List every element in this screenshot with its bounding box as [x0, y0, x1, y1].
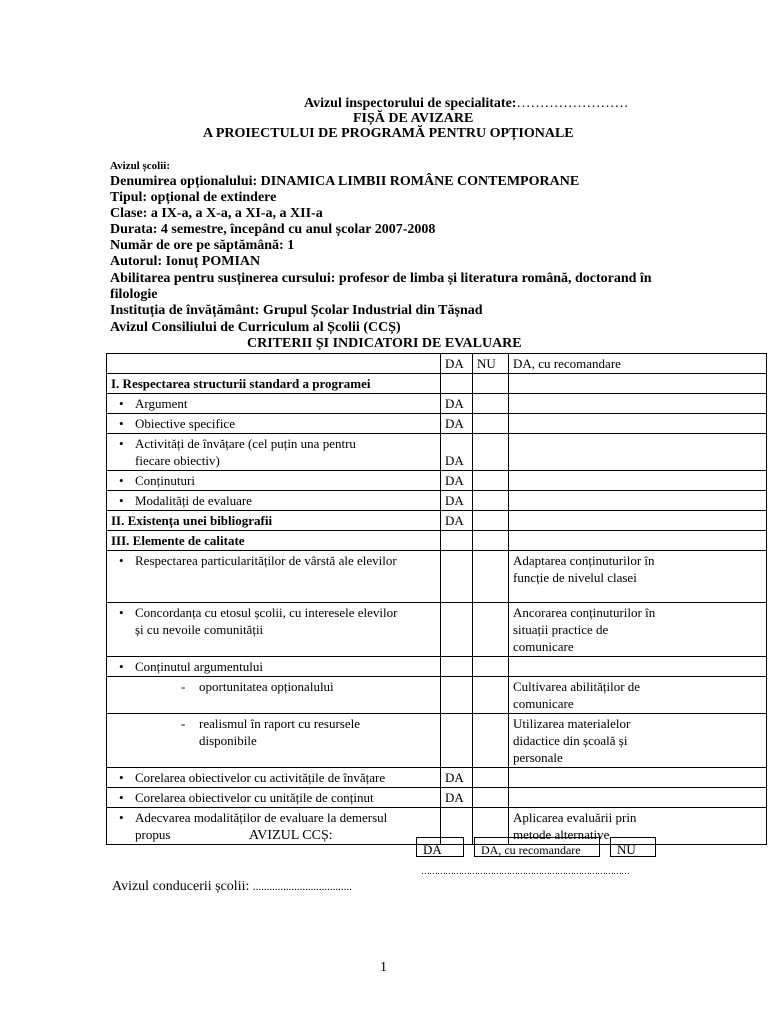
header-nu: NU: [473, 354, 509, 374]
cell-da: DA: [441, 788, 473, 808]
conducere-label: Avizul conducerii școlii:: [112, 879, 250, 894]
doc-title: FIȘĂ DE AVIZARE: [353, 111, 474, 126]
table-row: [107, 471, 767, 491]
criterion-label: • Conținuturi: [107, 471, 441, 491]
aviz-scolii-label: Avizul școlii:: [110, 160, 170, 172]
cell-da: DA: [441, 471, 473, 491]
institutia: Instituția de învățământ: Grupul Școlar Industrial din Tășnad: [110, 303, 483, 318]
abilitarea-line1: Abilitarea pentru susținerea cursului: profesor de limba și literatura română, doctorand în: [110, 271, 652, 286]
header-da-rec: DA, cu recomandare: [509, 354, 767, 374]
table-row: [107, 677, 767, 714]
criterion-label: • Adecvarea modalităților de evaluare la demersul propus: [107, 808, 441, 845]
criterii-title: CRITERII ȘI INDICATORI DE EVALUARE: [247, 336, 522, 351]
criterion-label: • Obiective specifice: [107, 414, 441, 434]
table-row: [107, 491, 767, 511]
table-row: [107, 603, 767, 657]
table-row: [107, 374, 767, 394]
aviz-ccs-heading: Avizul Consiliului de Curriculum al Școlii (CCȘ): [110, 320, 401, 335]
criterion-label: • Respectarea particularităților de vârstă ale elevilor: [107, 551, 441, 603]
subcriterion-label: oportunitatea opționalului: [199, 679, 334, 694]
cell-da: DA: [441, 768, 473, 788]
signature-dots: ……………………………………………………………………: [421, 866, 629, 876]
cell-recommendation: Adaptarea conținuturilor în funcție de nivelul clasei: [509, 551, 767, 603]
checkbox-da[interactable]: DA: [416, 837, 464, 857]
table-row: [107, 768, 767, 788]
cell-da: DA: [441, 434, 473, 471]
section-label: III. Elemente de calitate: [107, 531, 441, 551]
durata: Durata: 4 semestre, începând cu anul școlar 2007-2008: [110, 222, 436, 237]
ore-saptamana: Număr de ore pe săptămână: 1: [110, 238, 295, 253]
aviz-ccs-label: AVIZUL CCȘ:: [249, 828, 333, 843]
cell-recommendation: Utilizarea materialelor didactice din școală și personale: [509, 714, 767, 768]
criteria-table: [106, 353, 767, 845]
table-row: [107, 788, 767, 808]
doc-subtitle: A PROIECTULUI DE PROGRAMĂ PENTRU OPȚIONALE: [203, 126, 574, 141]
clase: Clase: a IX-a, a X-a, a XI-a, a XII-a: [110, 206, 323, 221]
inspector-aviz-dots: ……………………: [516, 96, 629, 111]
table-row: [107, 434, 767, 471]
header-blank: [107, 354, 441, 374]
denumirea: Denumirea opționalului: DINAMICA LIMBII ROMÂNE CONTEMPORANE: [110, 174, 580, 189]
criterion-label: • Activități de învățare (cel puțin una pentru fiecare obiectiv): [107, 434, 441, 471]
cell-da: DA: [441, 491, 473, 511]
subcriterion-cell: [107, 677, 441, 714]
subcriterion-label: realismul în raport cu resursele disponibile: [199, 716, 360, 748]
criterion-label: • Argument: [107, 394, 441, 414]
cell-recommendation: Aplicarea evaluării prin metode alternative: [509, 808, 767, 845]
table-row: [107, 531, 767, 551]
cell-recommendation: Cultivarea abilităților de comunicare: [509, 677, 767, 714]
cell-da: DA: [441, 511, 473, 531]
table-row: [107, 714, 767, 768]
table-row: [107, 511, 767, 531]
cell-da: DA: [441, 394, 473, 414]
table-row: [107, 551, 767, 603]
header-da: DA: [441, 354, 473, 374]
autorul: Autorul: Ionuț POMIAN: [110, 254, 261, 269]
checkbox-nu[interactable]: NU: [610, 837, 656, 857]
criterion-label: • Corelarea obiectivelor cu unitățile de conținut: [107, 788, 441, 808]
cell-da: DA: [441, 414, 473, 434]
inspector-aviz-line: [304, 96, 628, 112]
checkbox-da-cu-recomandare[interactable]: DA, cu recomandare: [474, 837, 600, 857]
cell-recommendation: Ancorarea conținuturilor în situații practice de comunicare: [509, 603, 767, 657]
conducere-dots: ....................................: [252, 881, 352, 893]
criterion-label: • Concordanța cu etosul școlii, cu interesele elevilor și cu nevoile comunității: [107, 603, 441, 657]
criterion-label: • Conținutul argumentului: [107, 657, 441, 677]
tipul: Tipul: opțional de extindere: [110, 190, 277, 205]
section-label: II. Existența unei bibliografii: [107, 511, 441, 531]
criterion-label: • Corelarea obiectivelor cu activitățile de învățare: [107, 768, 441, 788]
subcriterion-cell: [107, 714, 441, 768]
table-row: [107, 394, 767, 414]
conducere-line: [112, 879, 352, 895]
table-row: [107, 414, 767, 434]
table-header-row: [107, 354, 767, 374]
abilitarea-line2: filologie: [110, 287, 158, 302]
table-row: [107, 657, 767, 677]
criterion-label: • Modalități de evaluare: [107, 491, 441, 511]
inspector-aviz-label: Avizul inspectorului de specialitate:: [304, 96, 517, 111]
section-label: I. Respectarea structurii standard a programei: [107, 374, 441, 394]
page-number: 1: [380, 960, 387, 975]
